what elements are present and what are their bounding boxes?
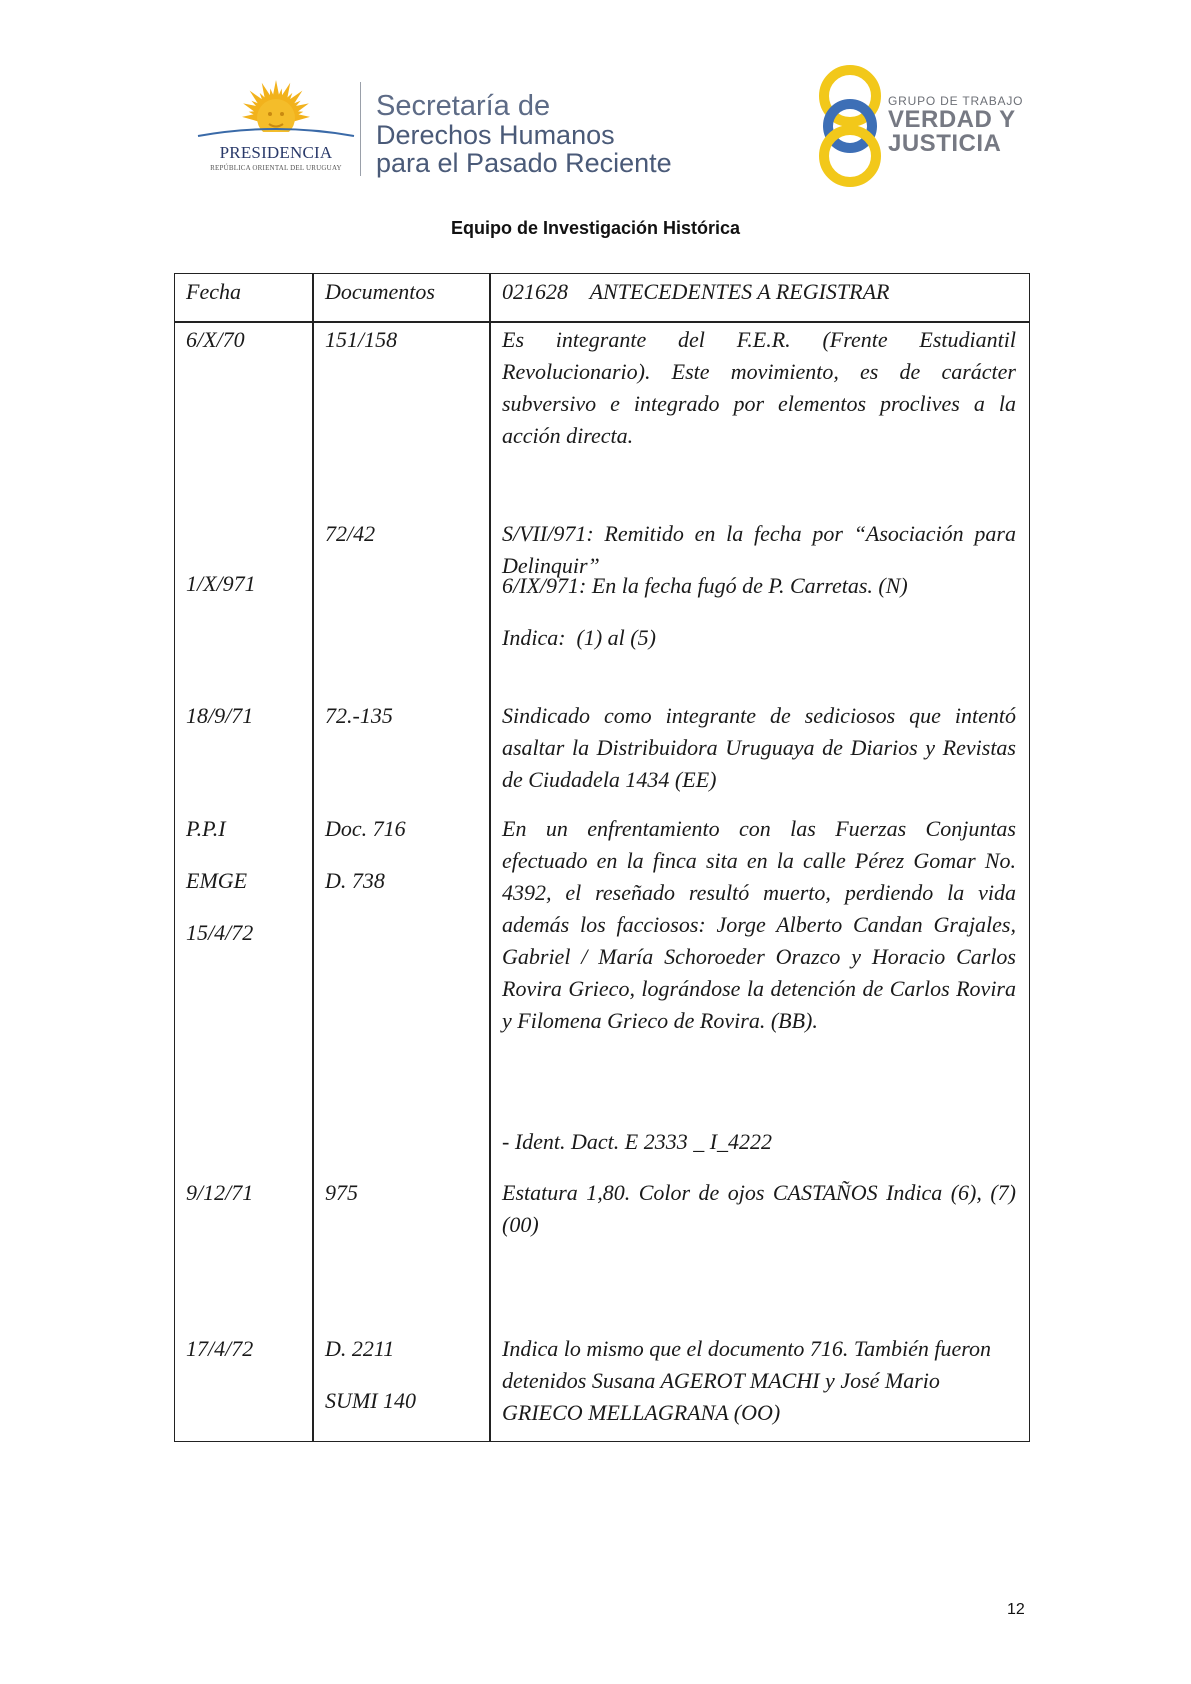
column-divider-2 xyxy=(489,274,491,1441)
grupo-trabajo-text xyxy=(888,94,1023,156)
header-antecedentes: 021628 ANTECEDENTES A REGISTRAR xyxy=(502,279,890,304)
fecha-cell: 18/9/71 xyxy=(186,703,254,728)
antecedente-cell: En un enfrentamiento con las Fuerzas Conjuntas efectuado en la finca sita en la calle Pérez Gomar No. 4392, el reseñado resultó muerto, perdiendo la vida además los facciosos: Jorge Alberto Candan Grajales, Gabriel / María Schoroeder Orazco y Horacio Carlos Rovira Grieco, lográndose la detención de Carlos Rovira y Filomena Grieco de Rovira. (BB). xyxy=(502,816,1016,1033)
grupo-line1: GRUPO DE TRABAJO xyxy=(888,94,1024,108)
header-fecha: Fecha xyxy=(186,279,241,304)
record-table xyxy=(174,273,1030,1442)
presidencia-label: PRESIDENCIA xyxy=(219,143,333,162)
fecha-cell: P.P.I xyxy=(186,816,226,841)
antecedente-cell: Estatura 1,80. Color de ojos CASTAÑOS Indica (6), (7) (00) xyxy=(502,1180,1016,1237)
antecedente-cell: Sindicado como integrante de sediciosos que intentó asaltar la Distribuidora Uruguaya de Diarios y Revistas de Ciudadela 1434 (EE) xyxy=(502,703,1016,792)
secretaria-logo-text xyxy=(376,92,672,177)
antecedente-cell: Es integrante del F.E.R. (Frente Estudiantil Revolucionario). Este movimiento, es de carácter subversivo e integrado por elementos proclives a la acción directa. xyxy=(502,327,1016,448)
documento-cell: SUMI 140 xyxy=(325,1388,417,1413)
documento-cell: 72/42 xyxy=(325,521,376,546)
documento-cell: Doc. 716 xyxy=(325,816,406,841)
antecedente-cell: Indica: (1) al (5) xyxy=(502,625,656,650)
fecha-cell: 17/4/72 xyxy=(186,1336,254,1361)
documento-cell: 72.-135 xyxy=(325,703,393,728)
sun-emblem-icon xyxy=(196,78,356,148)
header-divider xyxy=(360,82,361,176)
page-heading: Equipo de Investigación Histórica xyxy=(450,218,741,238)
grupo-line3: JUSTICIA xyxy=(888,130,1002,157)
fecha-cell: 6/X/70 xyxy=(186,327,245,352)
documento-cell: 975 xyxy=(325,1180,358,1205)
fecha-cell: 1/X/971 xyxy=(186,571,256,596)
documento-cell: D. 738 xyxy=(325,868,385,893)
fecha-cell: 15/4/72 xyxy=(186,920,254,945)
antecedente-cell: S/VII/971: Remitido en la fecha por “Asociación para Delinquir” xyxy=(502,521,1016,578)
antecedente-cell: 6/IX/971: En la fecha fugó de P. Carretas. (N) xyxy=(502,573,908,598)
header-row-divider xyxy=(175,321,1029,323)
secretaria-line1: Secretaría de xyxy=(376,90,551,122)
fecha-cell: 9/12/71 xyxy=(186,1180,254,1205)
presidencia-logo xyxy=(196,78,356,178)
secretaria-line2: Derechos Humanos xyxy=(376,120,615,150)
fecha-cell: EMGE xyxy=(186,868,248,893)
documento-cell: D. 2211 xyxy=(325,1336,395,1361)
secretaria-line3: para el Pasado Reciente xyxy=(376,148,672,178)
column-divider-1 xyxy=(312,274,314,1441)
presidencia-subtitle: REPÚBLICA ORIENTAL DEL URUGUAY xyxy=(210,164,342,172)
documento-cell: 151/158 xyxy=(325,327,398,352)
page-number: 12 xyxy=(1007,1601,1025,1618)
header-documentos: Documentos xyxy=(325,279,435,304)
antecedente-cell: Indica lo mismo que el documento 716. También fueron detenidos Susana AGEROT MACHI y José Mario GRIECO MELLAGRANA (OO) xyxy=(502,1336,992,1425)
antecedente-cell: - Ident. Dact. E 2333 _ I_4222 xyxy=(502,1129,773,1154)
grupo-line2: VERDAD Y xyxy=(888,106,1016,133)
